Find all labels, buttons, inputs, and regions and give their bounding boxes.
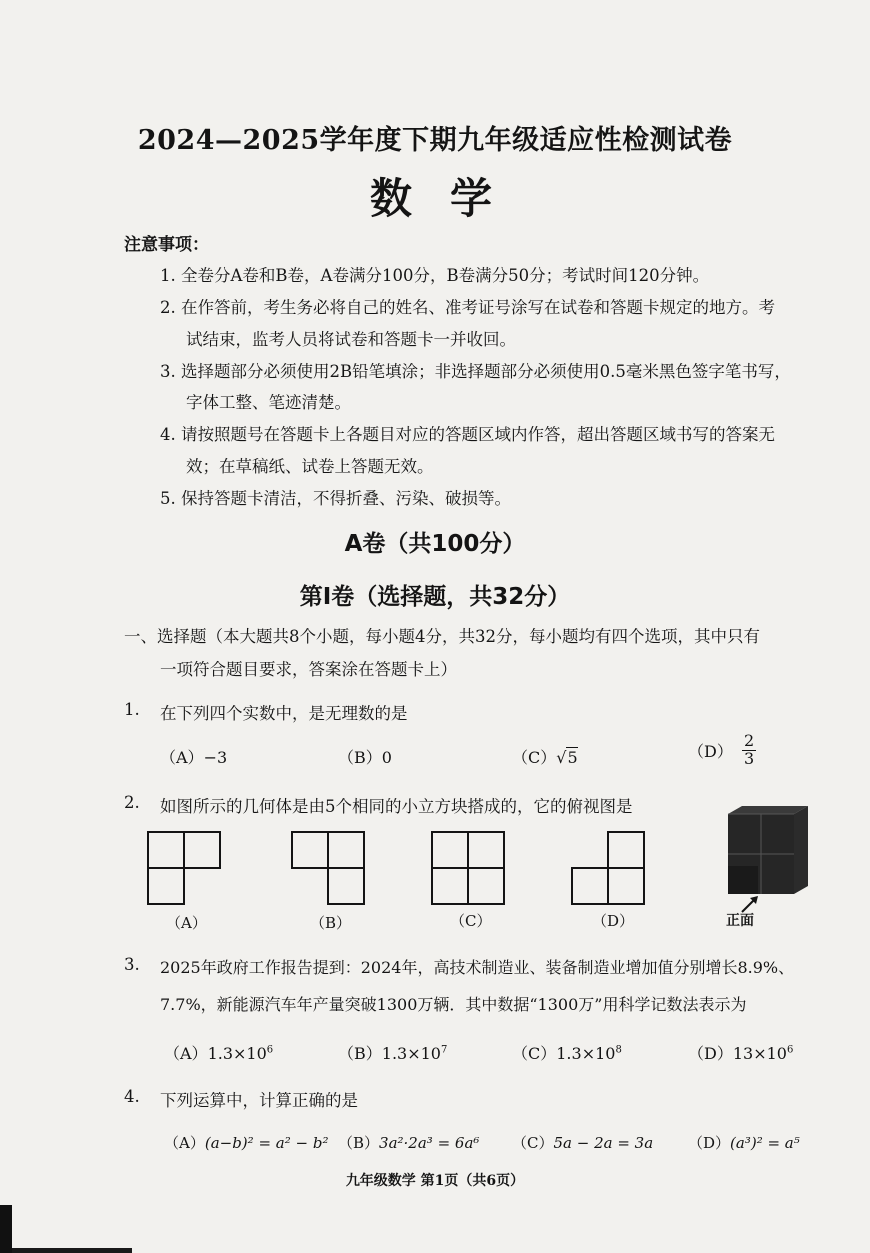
question-2-text: 如图所示的几何体是由5个相同的小立方块搭成的，它的俯视图是 — [160, 797, 633, 816]
q4-option-a: （A）(a−b)² = a² − b² — [164, 1134, 329, 1152]
q4-option-b: （B）3a²·2a³ = 6a⁶ — [338, 1134, 480, 1152]
notice-text-cont: 字体工整、笔迹清楚。 — [186, 393, 351, 412]
q4-option-d: （D）(a³)² = a⁵ — [688, 1134, 800, 1152]
section-a-heading: A卷（共100分） — [344, 531, 526, 557]
q3-option-c: $(C)1.3\times 10^8$ — [512, 1044, 622, 1063]
notice-item-4 — [160, 421, 775, 445]
part-one-intro: 一、选择题（本大题共8个小题，每小题4分，共32分，每小题均有四个选项，其中只有 — [124, 627, 760, 646]
question-1-text: 在下列四个实数中，是无理数的是 — [160, 704, 408, 723]
notice-text-cont: 试结束，监考人员将试卷和答题卡一并收回。 — [186, 330, 516, 349]
notice-item-1 — [160, 262, 709, 286]
question-3-text: 2025年政府工作报告提到：2024年，高技术制造业、装备制造业增加值分别增长8.9%、 — [160, 958, 795, 977]
cube-solid-figure — [720, 806, 810, 906]
figure-d-label: （D） — [592, 912, 635, 930]
q1-option-d: （D） $\frac{2}{3}$ — [688, 731, 755, 768]
question-number: 2. — [124, 793, 140, 812]
notice-item-2 — [160, 294, 775, 318]
notice-num: 1. — [160, 266, 176, 285]
figure-c-label: （C） — [450, 912, 492, 930]
question-number: 4. — [124, 1087, 140, 1106]
top-view-figure-c — [430, 830, 506, 906]
question-number: 3. — [124, 955, 140, 974]
q3-option-d: $(D)13\times 10^6$ — [688, 1044, 794, 1063]
top-view-figure-d — [570, 830, 646, 906]
exam-title: 2024—2025学年度下期九年级适应性检测试卷 — [137, 125, 733, 156]
notice-num: 5. — [160, 489, 176, 508]
scan-edge-mark — [0, 1205, 12, 1253]
notice-text: 选择题部分必须使用2B铅笔填涂；非选择题部分必须使用0.5毫米黑色签字笔书写， — [181, 362, 791, 381]
top-view-figure-a — [146, 830, 222, 906]
notice-item-5 — [160, 485, 511, 509]
top-view-figure-b — [290, 830, 366, 906]
notice-text-cont: 效；在草稿纸、试卷上答题无效。 — [186, 457, 434, 476]
scan-edge-mark — [12, 1248, 132, 1253]
notice-text: 全卷分A卷和B卷，A卷满分100分，B卷满分50分；考试时间120分钟。 — [181, 266, 710, 285]
sqrt-icon: √ — [556, 748, 567, 767]
subject-title: 数学 — [369, 174, 530, 223]
notice-num: 4. — [160, 425, 176, 444]
notice-num: 3. — [160, 362, 176, 381]
figure-b-label: （B） — [310, 914, 352, 932]
q3-option-b: $(B)1.3\times 10^7$ — [338, 1044, 448, 1063]
question-4-text: 下列运算中，计算正确的是 — [160, 1091, 358, 1110]
page-footer: 九年级数学 第1页（共6页） — [345, 1173, 525, 1189]
q1-option-a: （A）−3 — [160, 748, 228, 767]
q4-option-c: （C）5a − 2a = 3a — [512, 1134, 654, 1152]
q1-option-b: （B）0 — [338, 748, 392, 767]
notice-item-3 — [160, 358, 791, 382]
front-label: 正面 — [726, 913, 754, 929]
figure-a-label: （A） — [166, 914, 207, 932]
question-3-text-cont: 7.7%，新能源汽车年产量突破1300万辆．其中数据“1300万”用科学记数法表示为 — [160, 995, 747, 1014]
q3-option-a: $(A)1.3\times 10^6$ — [164, 1044, 274, 1063]
notice-text: 保持答题卡清洁，不得折叠、污染、破损等。 — [181, 489, 511, 508]
notice-num: 2. — [160, 298, 176, 317]
notice-text: 请按照题号在答题卡上各题目对应的答题区域内作答，超出答题区域书写的答案无 — [181, 425, 775, 444]
part-one-intro-cont: 一项符合题目要求，答案涂在答题卡上） — [160, 660, 457, 679]
section-1-heading: 第Ⅰ卷（选择题，共32分） — [299, 584, 571, 610]
fraction: $\frac{2}{3}$ — [743, 731, 755, 768]
question-number: 1. — [124, 700, 140, 719]
notice-heading: 注意事项： — [124, 235, 209, 255]
notice-text: 在作答前，考生务必将自己的姓名、准考证号涂写在试卷和答题卡规定的地方。考 — [181, 298, 775, 317]
q1-option-c: （C）√5 — [512, 748, 578, 767]
